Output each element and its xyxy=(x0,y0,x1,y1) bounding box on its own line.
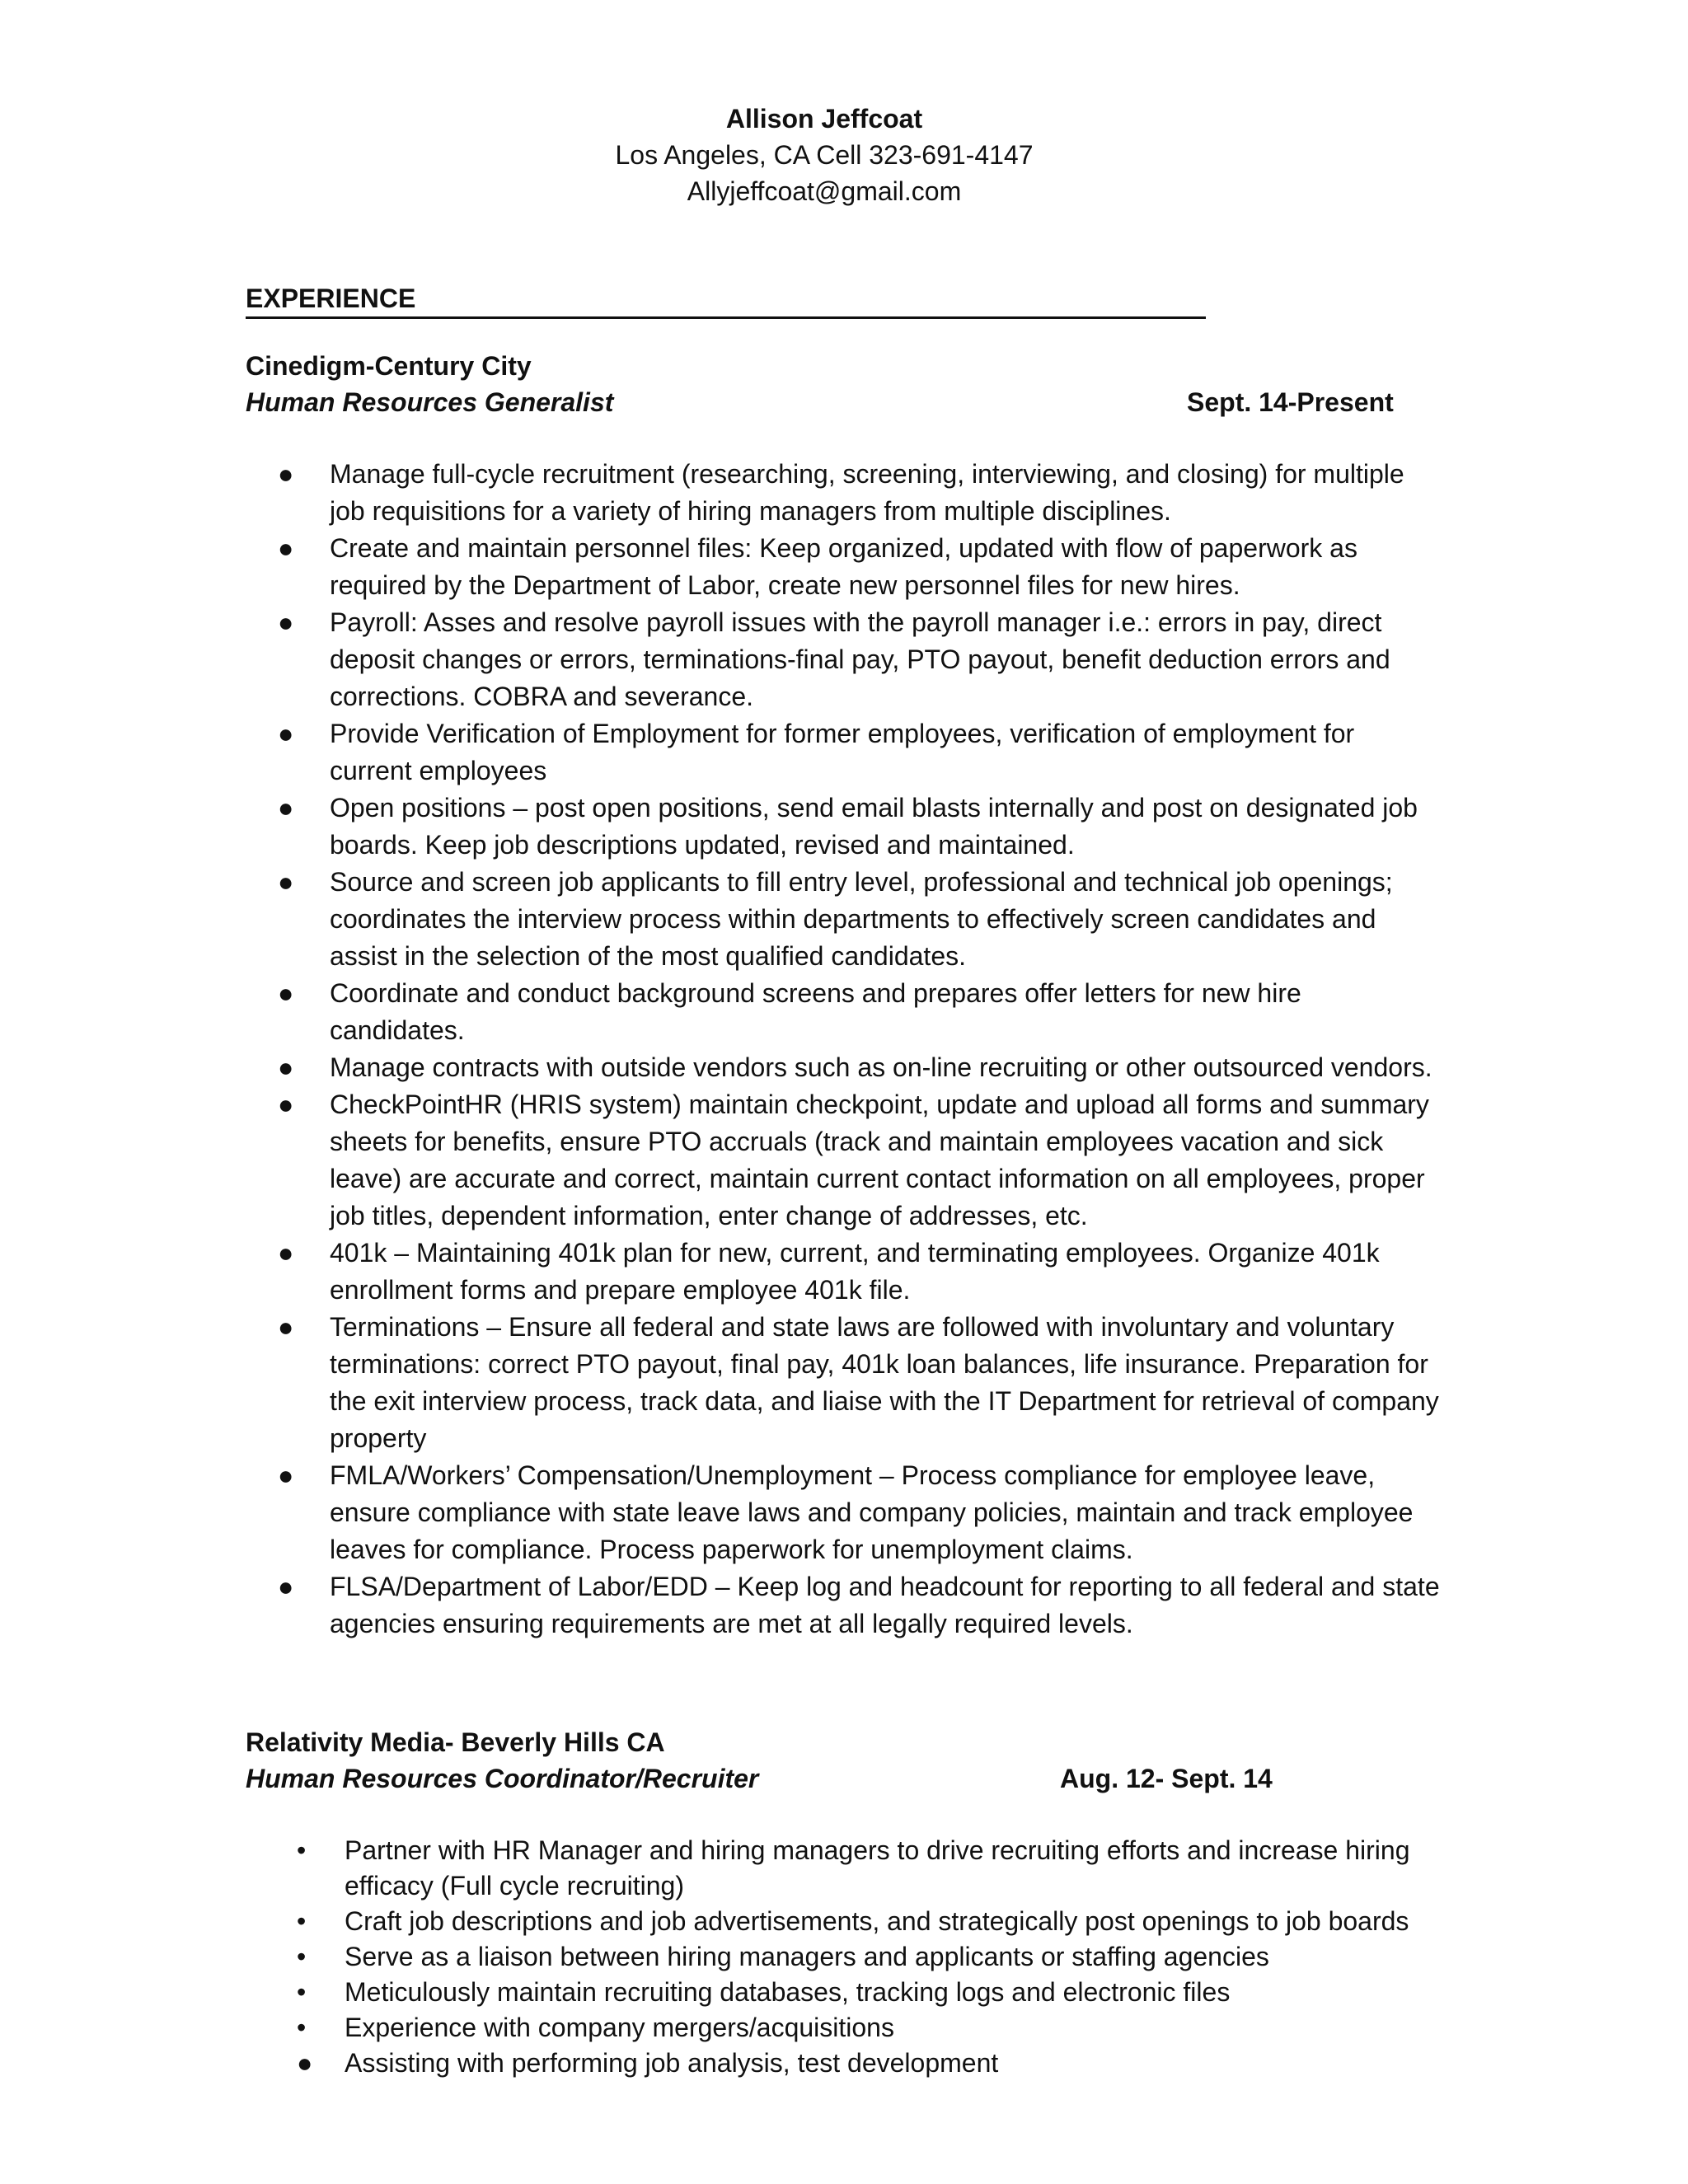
bullet-icon: ● xyxy=(278,1312,294,1342)
list-item: • Experience with company mergers/acquisitions xyxy=(345,2010,1416,2046)
candidate-name: Allison Jeffcoat xyxy=(725,104,923,134)
bullet-icon: ● xyxy=(278,1572,294,1601)
bullet-icon: ● xyxy=(278,1460,294,1490)
list-item: ● FMLA/Workers’ Compensation/Unemployment – Process compliance for employee leave, ensure compliance with state leave laws and company policies, maintain and track employee leaves for compliance. Process paperwork for unemployment claims. xyxy=(330,1457,1442,1568)
job-entry-1 xyxy=(246,348,1400,420)
job-dates: Sept. 14-Present xyxy=(1187,387,1394,417)
job-entry-2 xyxy=(246,1724,1400,1797)
bullet-icon: ● xyxy=(278,1238,294,1268)
list-item: • Serve as a liaison between hiring managers and applicants or staffing agencies xyxy=(345,1939,1416,1975)
list-item: ● Assisting with performing job analysis, test development xyxy=(345,2046,1416,2081)
list-item: ● Open positions – post open positions, send email blasts internally and post on designated job boards. Keep job descriptions updated, revised and maintained. xyxy=(330,790,1442,864)
bullet-icon: ● xyxy=(278,1052,294,1082)
bullet-icon: • xyxy=(297,2013,307,2042)
bullet-icon: ● xyxy=(278,867,294,897)
location-phone: Los Angeles, CA Cell 323-691-4147 xyxy=(615,140,1034,170)
list-item: ● Create and maintain personnel files: Keep organized, updated with flow of paperwork as required by the Department of Labor, create new personnel files for new hires. xyxy=(330,530,1442,604)
experience-heading: EXPERIENCE xyxy=(246,282,1206,319)
bullet-icon: • xyxy=(297,1906,307,1936)
bullet-icon: • xyxy=(297,1942,307,1971)
bullet-icon: • xyxy=(297,1835,307,1865)
bullet-icon: ● xyxy=(297,2048,313,2078)
job-title: Human Resources Coordinator/Recruiter xyxy=(246,1764,759,1793)
list-item: ● CheckPointHR (HRIS system) maintain checkpoint, update and upload all forms and summary sheets for benefits, ensure PTO accruals (track and maintain employees vacation and sick leave) are accurate and correct, maintain current contact information on all employees, proper job titles, dependent information, enter change of addresses, etc. xyxy=(330,1086,1442,1235)
bullet-icon: ● xyxy=(278,533,294,563)
list-item: ● Source and screen job applicants to fill entry level, professional and technical job openings; coordinates the interview process within departments to effectively screen candidates and assist in the selection of the most qualified candidates. xyxy=(330,864,1442,975)
list-item: ● Terminations – Ensure all federal and state laws are followed with involuntary and voluntary terminations: correct PTO payout, final pay, 401k loan balances, life insurance. Preparation for the exit interview process, track data, and liaise with the IT Department for retrieval of company property xyxy=(330,1309,1442,1457)
job-title-row xyxy=(246,384,1400,420)
list-item: ● FLSA/Department of Labor/EDD – Keep log and headcount for reporting to all federal and state agencies ensuring requirements are met at all legally required levels. xyxy=(330,1568,1442,1643)
list-item: ● Manage full-cycle recruitment (researching, screening, interviewing, and closing) for multiple job requisitions for a variety of hiring managers from multiple disciplines. xyxy=(330,456,1442,530)
bullet-icon: ● xyxy=(278,1090,294,1119)
list-item: • Partner with HR Manager and hiring managers to drive recruiting efforts and increase hiring efficacy (Full cycle recruiting) xyxy=(345,1833,1416,1904)
job-title: Human Resources Generalist xyxy=(246,387,614,417)
bullet-icon: • xyxy=(297,1977,307,2007)
bullet-icon: ● xyxy=(278,978,294,1008)
list-item: ● Manage contracts with outside vendors such as on-line recruiting or other outsourced vendors. xyxy=(330,1049,1442,1086)
list-item: ● 401k – Maintaining 401k plan for new, current, and terminating employees. Organize 401k enrollment forms and prepare employee 401k file. xyxy=(330,1235,1442,1309)
bullet-icon: ● xyxy=(278,793,294,823)
job-company: Cinedigm-Century City xyxy=(246,351,532,381)
bullet-icon: ● xyxy=(278,607,294,637)
list-item: ● Provide Verification of Employment for former employees, verification of employment for current employees xyxy=(330,715,1442,790)
list-item: • Meticulously maintain recruiting databases, tracking logs and electronic files xyxy=(345,1975,1416,2010)
list-item: ● Coordinate and conduct background screens and prepares offer letters for new hire candidates. xyxy=(330,975,1442,1049)
job-company: Relativity Media- Beverly Hills CA xyxy=(246,1727,665,1757)
job-2-bullet-list xyxy=(297,1833,1416,2081)
job-1-bullet-list xyxy=(278,456,1442,1643)
bullet-icon: ● xyxy=(278,459,294,489)
resume-header xyxy=(0,101,1648,209)
job-dates: Aug. 12- Sept. 14 xyxy=(1060,1764,1273,1793)
job-title-row xyxy=(246,1760,1400,1797)
bullet-icon: ● xyxy=(278,719,294,748)
email-address: Allyjeffcoat@gmail.com xyxy=(687,176,962,206)
list-item: ● Payroll: Asses and resolve payroll issues with the payroll manager i.e.: errors in pay, direct deposit changes or errors, terminations-final pay, PTO payout, benefit deduction errors and corrections. COBRA and severance. xyxy=(330,604,1442,715)
list-item: • Craft job descriptions and job advertisements, and strategically post openings to job boards xyxy=(345,1904,1416,1939)
